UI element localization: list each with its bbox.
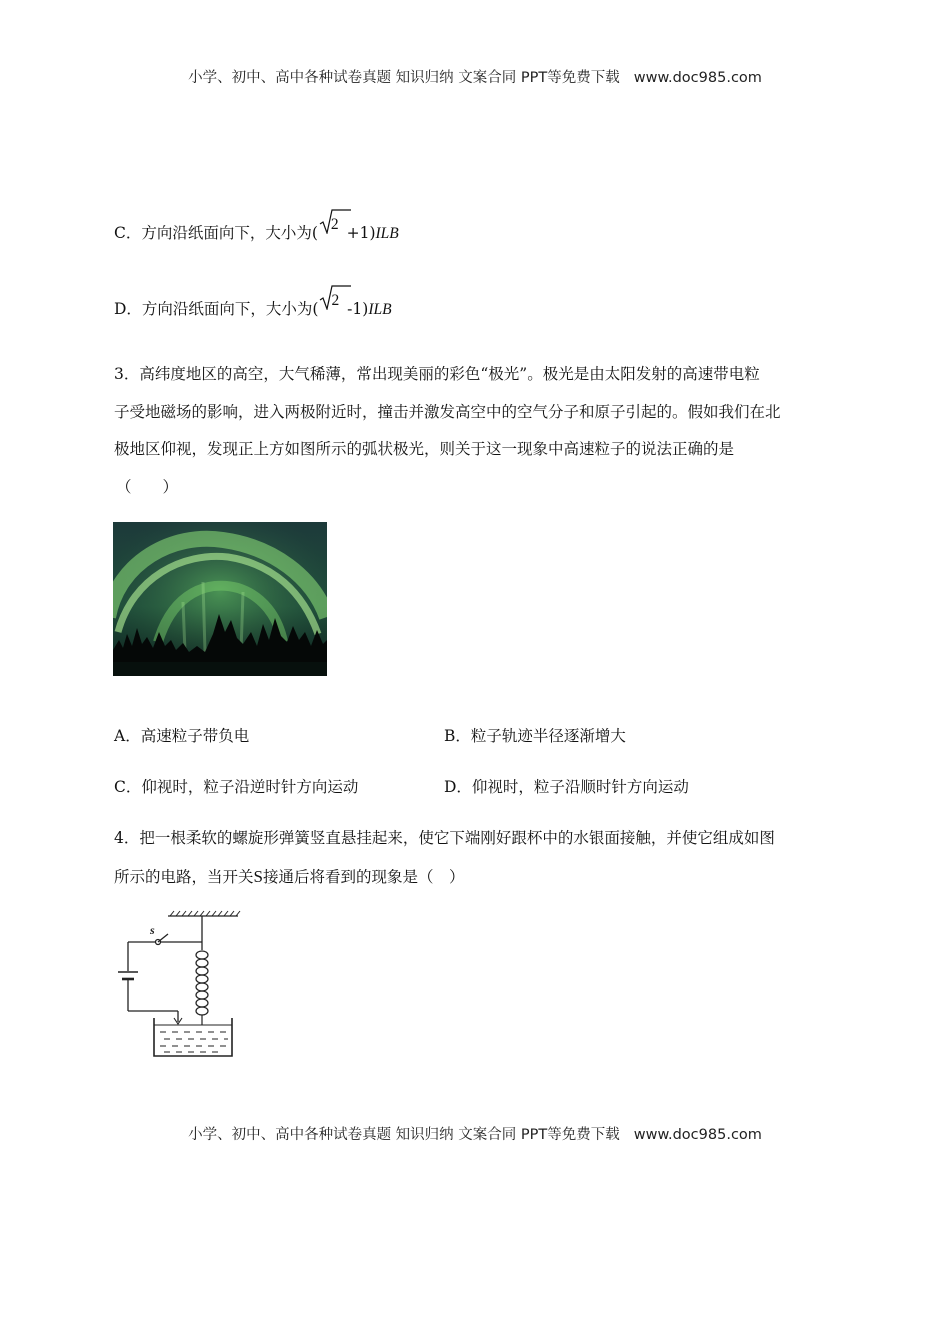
q3-option-a: A．高速粒子带负电	[114, 727, 250, 745]
mercury-cup	[154, 1018, 232, 1056]
q2-option-d-unit: ILB	[368, 301, 392, 318]
q3-option-b: B．粒子轨迹半径逐渐增大	[444, 727, 626, 745]
q2-option-d-tail: -1)	[342, 300, 369, 318]
q4-line2-a: 所示的电路，当开关	[114, 867, 254, 886]
q3-line2: 子受地磁场的影响，进入两极附近时，撞击并激发高空中的空气分子和原子引起的。假如我们在北	[114, 402, 781, 421]
battery-icon	[118, 972, 138, 979]
q4-line1: 4．把一根柔软的螺旋形弹簧竖直悬挂起来，使它下端刚好跟杯中的水银面接触，并使它组成如图	[114, 829, 775, 847]
header-url[interactable]: www.doc985.com	[633, 70, 762, 86]
ceiling-support	[168, 911, 240, 916]
footer-url[interactable]: www.doc985.com	[633, 1127, 762, 1143]
q2-option-c	[114, 216, 399, 245]
page-footer	[0, 1123, 950, 1144]
header-text: 小学、初中、高中各种试卷真题 知识归纳 文案合同 PPT等免费下载	[188, 70, 620, 86]
q3-option-d: D．仰视时，粒子沿顺时针方向运动	[444, 778, 689, 796]
q3-line3: 极地区仰视，发现正上方如图所示的弧状极光，则关于这一现象中高速粒子的说法正确的是	[114, 440, 735, 458]
spring-coil	[196, 951, 208, 1025]
q2-option-d	[114, 292, 392, 321]
q2-option-c-label: C．方向沿纸面向下，大小为(	[114, 224, 318, 242]
q2-option-c-radicand: 2	[330, 216, 339, 233]
q3-line1: 3．高纬度地区的高空，大气稀薄，常出现美丽的彩色“极光”。极光是由太阳发射的高速带电粒	[114, 365, 760, 383]
q3-stem	[114, 356, 838, 506]
switch-label: s	[150, 923, 155, 937]
q4-line2	[114, 858, 838, 897]
aurora-photo	[113, 522, 327, 676]
footer-text: 小学、初中、高中各种试卷真题 知识归纳 文案合同 PPT等免费下载	[188, 1127, 620, 1143]
page-header	[0, 66, 950, 87]
q4-switch-symbol: S	[253, 866, 263, 886]
spring-circuit-diagram	[112, 910, 244, 1060]
q2-option-c-tail: +1)	[341, 224, 376, 242]
switch-s	[128, 934, 168, 945]
q3-answer-blank: （ ）	[116, 477, 179, 496]
q3-option-c: C．仰视时，粒子沿逆时针方向运动	[114, 778, 359, 796]
sqrt-symbol	[319, 216, 339, 245]
q4-stem	[114, 820, 838, 896]
q2-option-c-unit: ILB	[375, 225, 399, 242]
q2-option-d-radicand: 2	[331, 292, 340, 309]
q2-option-d-label: D．方向沿纸面向下，大小为(	[114, 300, 319, 318]
sqrt-symbol	[319, 292, 340, 321]
q4-line2-b: 接通后将看到的现象是（ ）	[262, 867, 465, 886]
